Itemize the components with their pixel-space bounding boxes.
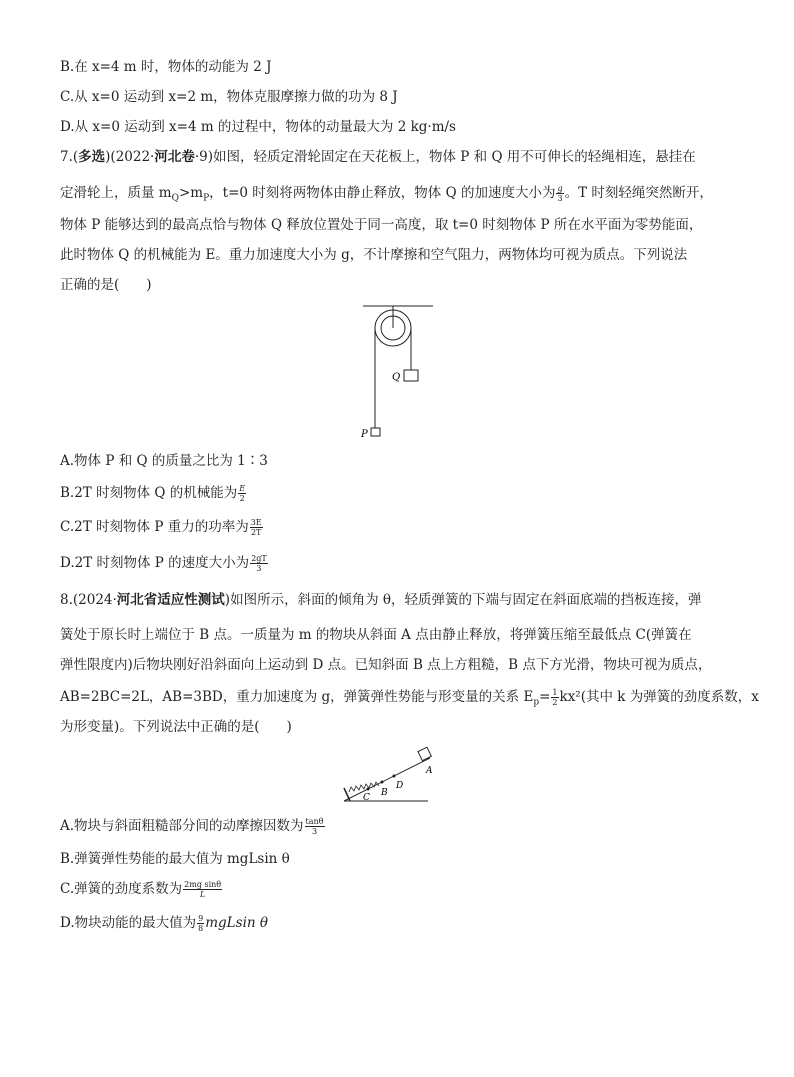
q8-option-d-tail: mgLsin θ	[205, 915, 269, 931]
block-q	[404, 370, 418, 381]
q8-line4-a: AB=2BC=2L，AB=3BD，重力加速度为 g，弹簧弹性势能与形变量的关系 E	[60, 689, 534, 705]
point-d	[393, 775, 396, 778]
q7-line2-c: >m	[178, 185, 204, 201]
q8-option-a-fraction	[305, 817, 325, 836]
q7-option-d-fraction	[250, 554, 268, 573]
q7-pulley-figure	[355, 298, 445, 443]
q7-accel-den: 3	[557, 194, 563, 203]
q7-option-b-fraction	[238, 484, 246, 503]
q8-half-num: 1	[552, 688, 558, 697]
q8-option-c-fraction	[183, 880, 222, 899]
label-b: B	[381, 788, 388, 798]
q8-line1-c: )如图所示，斜面的倾角为 θ，轻质弹簧的下端与固定在斜面底端的挡板连接，弹	[224, 592, 702, 608]
q7-source: 河北卷	[154, 149, 195, 165]
q8-line1-a: 8.(2024·	[60, 592, 117, 608]
q8-half-den: 2	[552, 698, 558, 707]
q7-line2-d: P	[203, 193, 210, 204]
label-c: C	[363, 793, 370, 803]
q8-stem-line5: 为形变量)。下列说法中正确的是( )	[60, 719, 292, 735]
q8-option-c-den: L	[199, 890, 206, 899]
q8-stem-line2: 簧处于原长时上端位于 B 点。一质量为 m 的物块从斜面 A 点由静止释放，将弹簧压缩至最低点 C(弹簧在	[60, 627, 692, 643]
q8-option-a-den: 3	[311, 827, 318, 836]
q8-option-a-num: tanθ	[305, 817, 324, 826]
q7-stem-line4: 此时物体 Q 的机械能为 E。重力加速度大小为 g，不计摩擦和空气阻力，两物体均可视为质点。下列说法	[60, 247, 688, 263]
q8-option-c-num: 2mg sinθ	[184, 880, 222, 889]
q8-incline-figure	[338, 746, 433, 806]
q7-line2-b: Q	[171, 193, 179, 204]
q7-line2-e: ，t=0 时刻将两物体由静止释放，物体 Q 的加速度大小为	[209, 185, 556, 201]
q7-source-a: )(2022·	[105, 149, 155, 165]
q7-tag: 多选	[78, 149, 106, 165]
q7-stem-text1: ·9)如图，轻质定滑轮固定在天花板上，物体 P 和 Q 用不可伸长的轻绳相连，悬挂在	[194, 149, 696, 165]
q8-option-a-text: A.物块与斜面粗糙部分间的动摩擦因数为	[60, 818, 304, 834]
block-p	[371, 428, 380, 436]
q8-option-a	[60, 817, 326, 836]
q7-stem-line2	[60, 184, 713, 208]
label-d: D	[396, 781, 404, 791]
q8-option-d-fraction	[197, 914, 204, 933]
q8-stem-line3: 弹性限度内)后物块刚好沿斜面向上运动到 D 点。已知斜面 B 点上方粗糙，B 点下方光滑，物块可视为质点，	[60, 657, 712, 673]
q8-source: 河北省适应性测试	[116, 592, 225, 608]
q7-option-b	[60, 484, 247, 503]
q7-option-c-num: 3E	[250, 518, 262, 527]
q7-line2-f: 。T 时刻轻绳突然断开，	[564, 185, 713, 201]
q7-line2-a: 定滑轮上，质量 m	[60, 185, 172, 201]
q8-half-fraction	[551, 688, 558, 707]
q7-option-d-num: 2gT	[251, 554, 267, 563]
q7-number: 7.(	[60, 149, 79, 165]
point-b	[381, 781, 384, 784]
q7-option-b-text: B.2T 时刻物体 Q 的机械能为	[60, 485, 238, 501]
q7-option-c	[60, 518, 264, 537]
label-a: A	[426, 766, 433, 776]
label-q: Q	[392, 372, 401, 383]
q7-option-a: A.物体 P 和 Q 的质量之比为 1∶3	[60, 453, 268, 469]
q8-line4-c: =	[539, 689, 551, 705]
q8-option-d-num: 9	[198, 914, 204, 923]
q7-stem-line1	[60, 148, 696, 166]
q8-stem-line1	[60, 591, 701, 609]
q7-accel-num: g	[557, 184, 563, 193]
q7-accel-fraction	[556, 184, 563, 203]
q8-line4-b: p	[533, 697, 540, 708]
q8-option-c	[60, 880, 223, 899]
point-c	[367, 788, 370, 791]
q6-option-b: B.在 x=4 m 时，物体的动能为 2 J	[60, 59, 272, 75]
q7-stem-line3: 物体 P 能够达到的最高点恰与物体 Q 释放位置处于同一高度，取 t=0 时刻物体 P 所在水平面为零势能面，	[60, 217, 703, 233]
label-p: P	[361, 429, 368, 440]
q7-option-c-text: C.2T 时刻物体 P 重力的功率为	[60, 519, 249, 535]
q7-option-d-text: D.2T 时刻物体 P 的速度大小为	[60, 555, 250, 571]
q7-option-b-num: E	[239, 484, 246, 493]
q8-line4-d: kx²(其中 k 为弹簧的劲度系数，x	[559, 689, 759, 705]
q7-stem-line5: 正确的是( )	[60, 277, 152, 293]
q8-option-c-text: C.弹簧的劲度系数为	[60, 881, 183, 897]
q8-option-d-text: D.物块动能的最大值为	[60, 915, 197, 931]
q7-option-b-den: 2	[239, 494, 245, 503]
q8-option-d-den: 8	[198, 924, 204, 933]
q6-option-d: D.从 x=0 运动到 x=4 m 的过程中，物体的动量最大为 2 kg·m/s	[60, 119, 456, 135]
q7-option-d	[60, 554, 269, 573]
q8-option-b: B.弹簧弹性势能的最大值为 mgLsin θ	[60, 851, 290, 867]
q7-option-d-den: 3	[256, 564, 262, 573]
q7-option-c-den: 2T	[250, 528, 262, 537]
q8-option-d	[60, 914, 268, 933]
q8-stem-line4	[60, 688, 759, 712]
q6-option-c: C.从 x=0 运动到 x=2 m，物体克服摩擦力做的功为 8 J	[60, 89, 398, 105]
q7-option-c-fraction	[250, 518, 263, 537]
